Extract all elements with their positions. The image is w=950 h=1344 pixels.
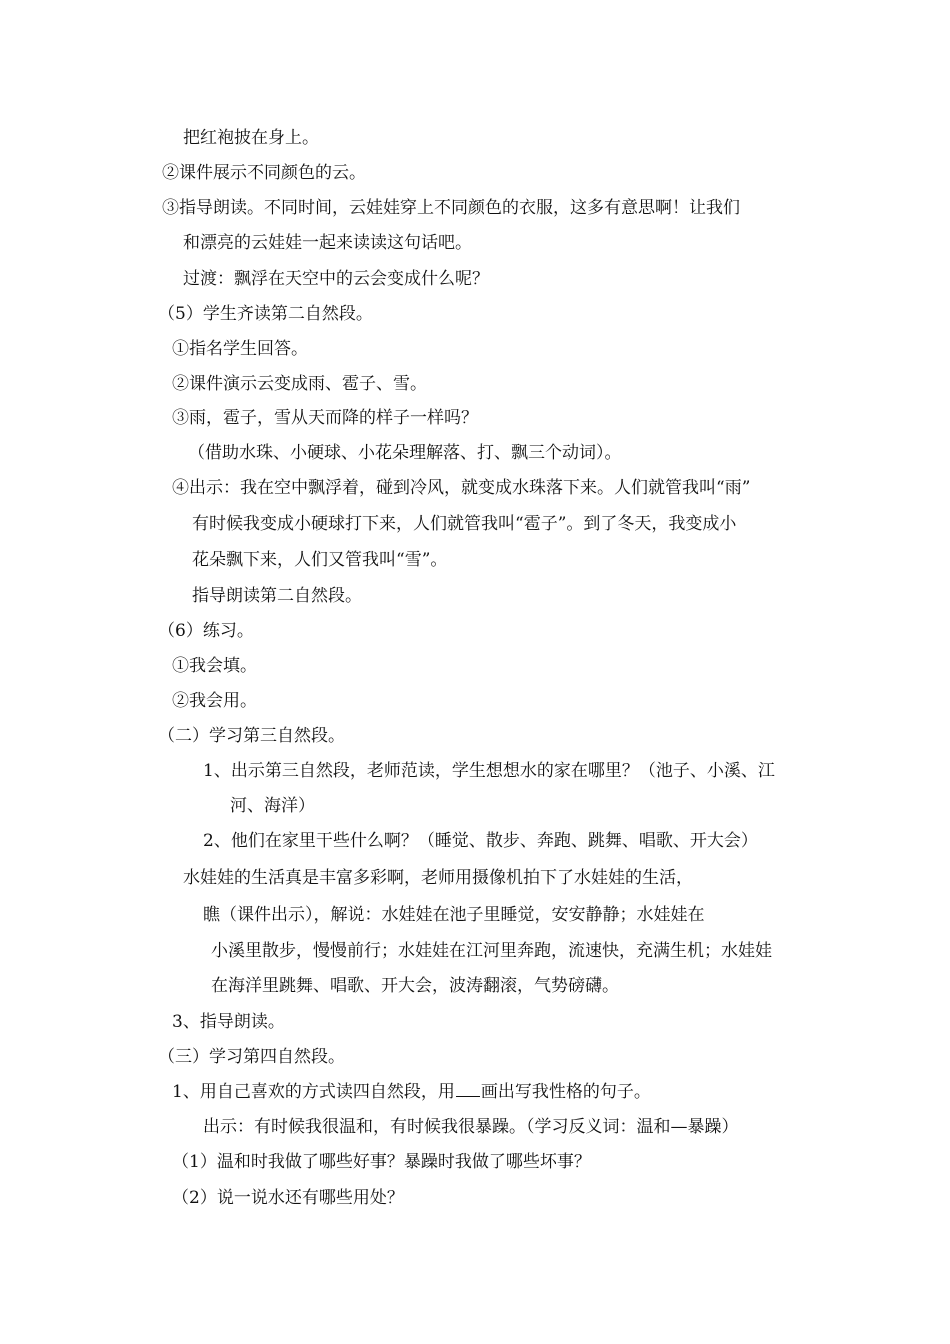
text-line: ②课件展示不同颜色的云。: [162, 163, 366, 183]
text-line-with-blank: [172, 1081, 651, 1103]
text-line: （5）学生齐读第二自然段。: [158, 304, 373, 324]
text-line: （1）温和时我做了哪些好事？暴躁时我做了哪些坏事？: [172, 1152, 591, 1172]
line-segment-before: 1、用自己喜欢的方式读四自然段，用: [172, 1082, 455, 1102]
text-line: （2）说一说水还有哪些用处？: [172, 1188, 404, 1208]
text-line: 把红袍披在身上。: [183, 128, 319, 148]
text-line: （6）练习。: [158, 621, 254, 641]
text-line: 3、指导朗读。: [172, 1012, 285, 1032]
text-line: 出示：有时候我很温和，有时候我很暴躁。（学习反义词：温和—暴躁）: [203, 1117, 739, 1137]
text-line: 过渡：飘浮在天空中的云会变成什么呢？: [183, 269, 489, 289]
text-line: （借助水珠、小硬球、小花朵理解落、打、飘三个动词）。: [188, 443, 622, 463]
text-line: ②我会用。: [172, 691, 257, 711]
text-line: 小溪里散步，慢慢前行；水娃娃在江河里奔跑，流速快，充满生机；水娃娃: [211, 941, 772, 961]
text-line: 花朵飘下来，人们又管我叫“雪”。: [192, 550, 448, 570]
text-line: ③指导朗读。不同时间，云娃娃穿上不同颜色的衣服，这多有意思啊！让我们: [162, 198, 740, 218]
text-line: 和漂亮的云娃娃一起来读读这句话吧。: [183, 233, 472, 253]
text-line: （三）学习第四自然段。: [158, 1047, 345, 1067]
text-line: 有时候我变成小硬球打下来，人们就管我叫“雹子”。到了冬天，我变成小: [192, 514, 737, 534]
text-line: ①我会填。: [172, 656, 257, 676]
text-line: 河、海洋）: [230, 796, 315, 816]
text-line: 2、他们在家里干些什么啊？（睡觉、散步、奔跑、跳舞、唱歌、开大会）: [203, 831, 758, 851]
text-line: 水娃娃的生活真是丰富多彩啊，老师用摄像机拍下了水娃娃的生活，: [183, 868, 693, 888]
text-line: 指导朗读第二自然段。: [192, 586, 362, 606]
text-line: 在海洋里跳舞、唱歌、开大会，波涛翻滚，气势磅礴。: [211, 976, 619, 996]
fill-blank-underline: [456, 1094, 480, 1097]
text-line: 瞧（课件出示），解说：水娃娃在池子里睡觉，安安静静；水娃娃在: [203, 905, 705, 925]
text-line: ③雨，雹子，雪从天而降的样子一样吗？: [172, 408, 478, 428]
line-segment-after: 画出写我性格的句子。: [480, 1082, 651, 1102]
text-line: 1、出示第三自然段，老师范读，学生想想水的家在哪里？（池子、小溪、江: [203, 761, 775, 781]
text-line: ①指名学生回答。: [172, 339, 308, 359]
text-line: ④出示：我在空中飘浮着，碰到冷风，就变成水珠落下来。人们就管我叫“雨”: [172, 478, 751, 498]
text-line: ②课件演示云变成雨、雹子、雪。: [172, 374, 427, 394]
text-line: （二）学习第三自然段。: [158, 726, 345, 746]
